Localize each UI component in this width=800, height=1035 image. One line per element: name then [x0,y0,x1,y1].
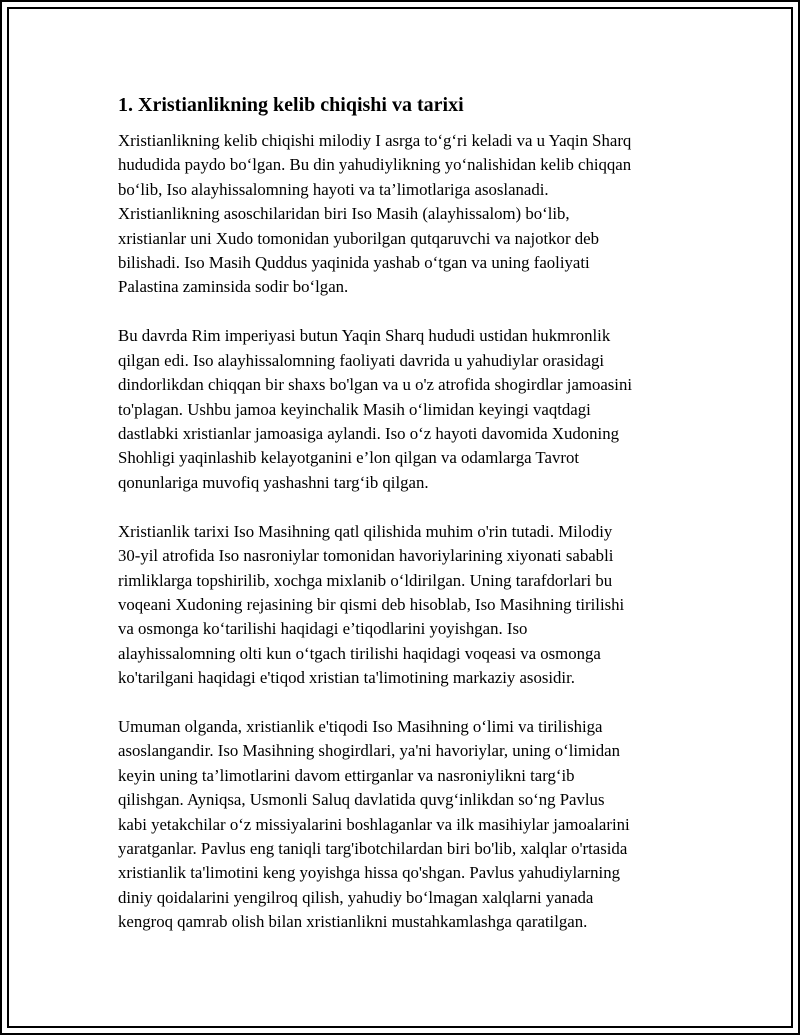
paragraph-origin [118,129,698,300]
text-line: Bu davrda Rim imperiyasi butun Yaqin Sharq hududi ustidan hukmronlik [118,326,611,346]
text-line: hududida paydo bo‘lgan. Bu din yahudiylikning yo‘nalishidan kelib chiqqan [118,155,632,175]
text-line: alayhissalomning olti kun o‘tgach tirilishi haqidagi voqeasi va osmonga [118,643,601,663]
text-line: rimliklarga topshirilib, xochga mixlanib o‘ldirilgan. Uning tarafdorlari bu [118,570,613,590]
text-line: to'plagan. Ushbu jamoa keyinchalik Masih o‘limidan keyingi vaqtdagi [118,399,591,419]
paragraph-apostles [118,715,698,935]
text-line: bilishadi. Iso Masih Quddus yaqinida yashab o‘tgan va uning faoliyati [118,253,590,273]
document-body [118,93,698,959]
text-line: xristianlik ta'limotini keng yoyishga hissa qo'shgan. Pavlus yahudiylarning [118,863,620,883]
text-line: ko'tarilgani haqidagi e'tiqod xristian ta'limotining markaziy asosidir. [118,668,575,688]
text-line: voqeani Xudoning rejasining bir qismi deb hisoblab, Iso Masihning tirilishi [118,594,625,614]
text-line: keyin uning ta’limotlarini davom ettirganlar va nasroniylikni targ‘ib [118,765,575,785]
text-line: Umuman olganda, xristianlik e'tiqodi Iso Masihning o‘limi va tirilishiga [118,717,603,737]
text-line: va osmonga ko‘tarilishi haqidagi e’tiqodlarini yoyishgan. Iso [118,619,528,639]
text-line: asoslangandir. Iso Masihning shogirdlari, ya'ni havoriylar, uning o‘limidan [118,741,620,761]
text-line: dastlabki xristianlar jamoasiga aylandi. Iso o‘z hayoti davomida Xudoning [118,423,619,443]
text-line: Shohligi yaqinlashib kelayotganini e’lon qilgan va odamlarga Tavrot [118,448,579,468]
text-line: 30-yil atrofida Iso nasroniylar tomonidan havoriylarining xiyonati sababli [118,546,614,566]
text-line: bo‘lib, Iso alayhissalomning hayoti va ta’limotlariga asoslanadi. [118,179,549,199]
text-line: dindorlikdan chiqqan bir shaxs bo'lgan va u o'z atrofida shogirdlar jamoasini [118,375,633,395]
text-line: Xristianlikning asoschilaridan biri Iso Masih (alayhissalom) bo‘lib, [118,204,570,224]
text-line: qonunlariga muvofiq yashashni targ‘ib qilgan. [118,472,429,492]
text-line: xristianlar uni Xudo tomonidan yuborilgan qutqaruvchi va najotkor deb [118,228,599,248]
paragraph-crucifixion [118,520,698,691]
paragraph-roman-era [118,324,698,495]
text-line: diniy qoidalarini yengilroq qilish, yahudiy bo‘lmagan xalqlarni yanada [118,887,594,907]
text-line: Xristianlikning kelib chiqishi milodiy I asrga to‘g‘ri keladi va u Yaqin Sharq [118,131,632,150]
text-line: Palastina zaminsida sodir bo‘lgan. [118,277,349,297]
text-line: qilishgan. Ayniqsa, Usmonli Saluq davlatida quvg‘inlikdan so‘ng Pavlus [118,790,605,810]
text-line: kabi yetakchilar o‘z missiyalarini boshlaganlar va ilk masihiylar jamoalarini [118,814,630,834]
section-heading: 1. Xristianlikning kelib chiqishi va tarixi [118,94,464,116]
text-line: kengroq qamrab olish bilan xristianlikni mustahkamlashga qaratilgan. [118,912,588,932]
text-line: yaratganlar. Pavlus eng taniqli targ'ibotchilardan biri bo'lib, xalqlar o'rtasida [118,839,628,859]
text-line: Xristianlik tarixi Iso Masihning qatl qilishida muhim o'rin tutadi. Milodiy [118,521,613,541]
text-line: qilgan edi. Iso alayhissalomning faoliyati davrida u yahudiylar orasidagi [118,350,605,370]
